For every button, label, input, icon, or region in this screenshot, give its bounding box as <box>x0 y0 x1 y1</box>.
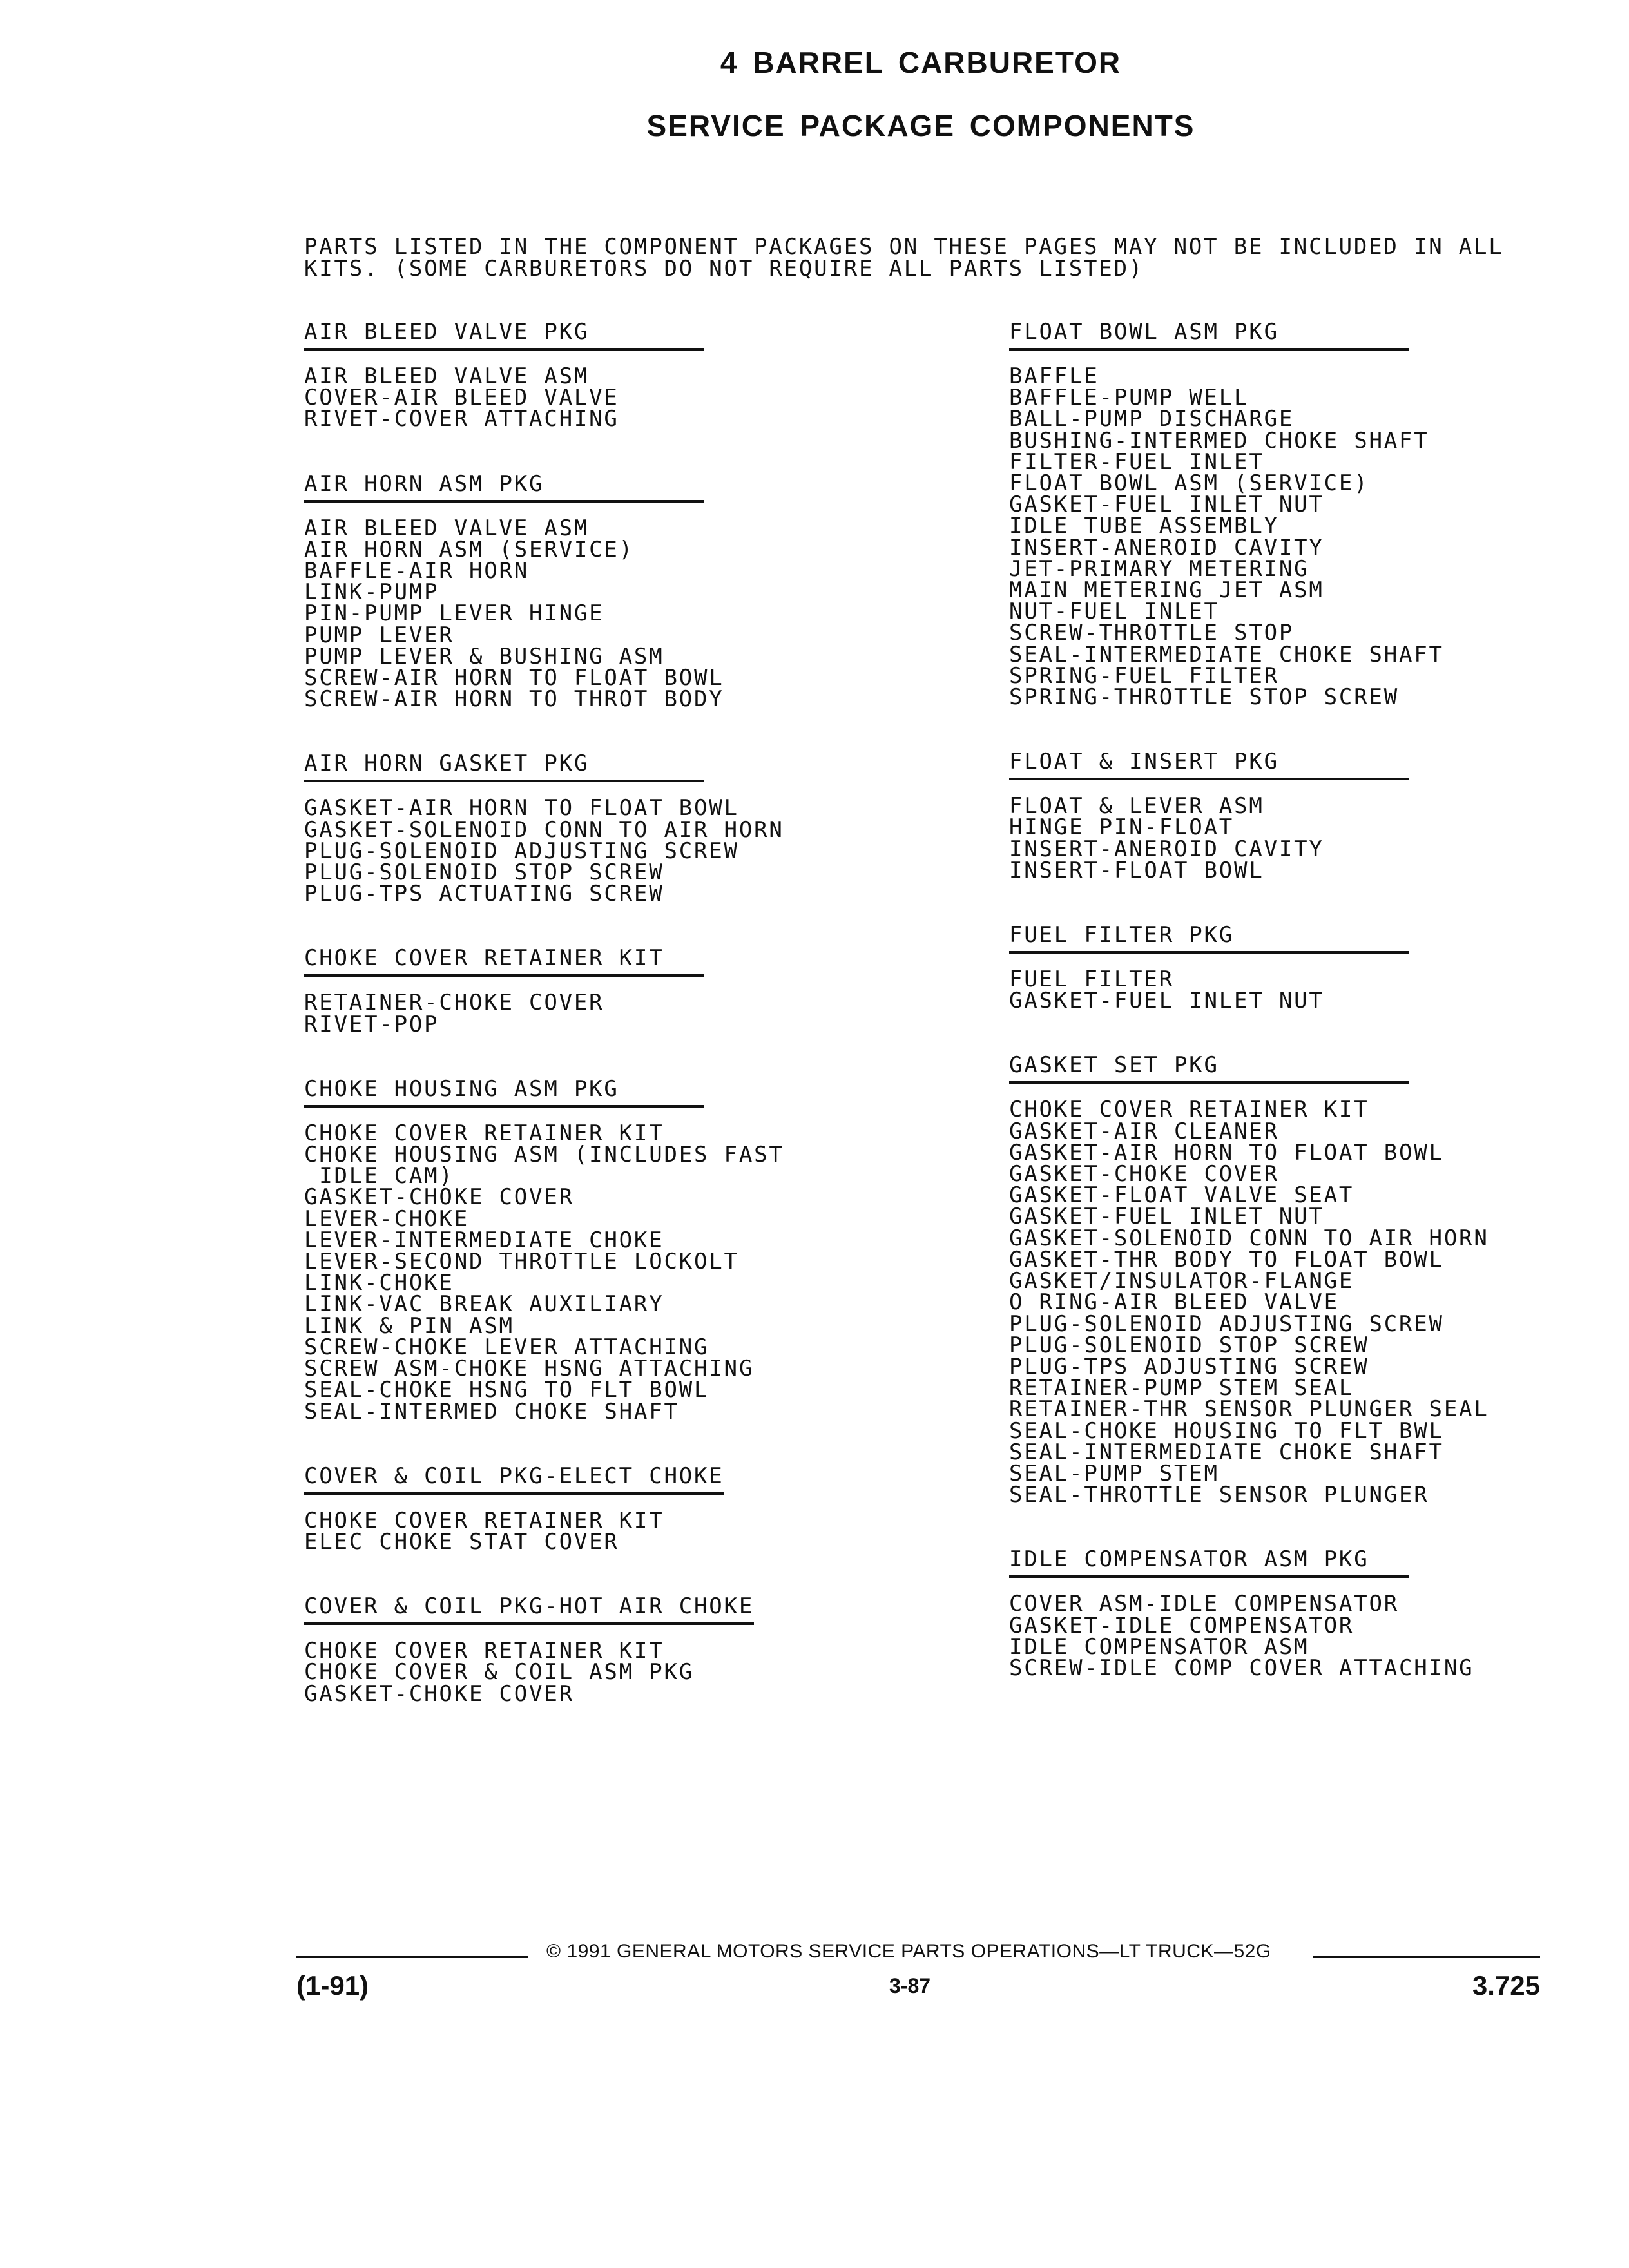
package-item: AIR HORN ASM (SERVICE) <box>304 536 634 562</box>
package-heading: GASKET SET PKG <box>1009 1054 1409 1084</box>
package-item: LINK-CHOKE <box>304 1270 454 1296</box>
package-item: LINK & PIN ASM <box>304 1312 514 1339</box>
package-item: PUMP LEVER <box>304 622 454 648</box>
package-item: AIR BLEED VALVE ASM <box>304 363 590 389</box>
package-section <box>304 321 884 430</box>
package-item: PLUG-SOLENOID ADJUSTING SCREW <box>1009 1311 1444 1337</box>
package-item: GASKET-CHOKE COVER <box>304 1680 574 1707</box>
package-item: RETAINER-PUMP STEM SEAL <box>1009 1375 1354 1401</box>
package-item: PLUG-SOLENOID STOP SCREW <box>304 860 664 886</box>
package-section <box>1009 1054 1589 1506</box>
package-item: INSERT-ANEROID CAVITY <box>1009 534 1324 561</box>
package-section <box>1009 751 1589 881</box>
package-heading: CHOKE COVER RETAINER KIT <box>304 947 704 977</box>
package-item: GASKET-SOLENOID CONN TO AIR HORN <box>1009 1225 1489 1251</box>
package-item: LINK-VAC BREAK AUXILIARY <box>304 1291 664 1318</box>
package-item: SCREW-AIR HORN TO FLOAT BOWL <box>304 665 724 691</box>
package-item: INSERT-FLOAT BOWL <box>1009 857 1264 883</box>
package-item: CHOKE COVER RETAINER KIT <box>304 1120 664 1146</box>
package-item: GASKET-AIR CLEANER <box>1009 1118 1279 1144</box>
package-item: SCREW-IDLE COMP COVER ATTACHING <box>1009 1655 1474 1681</box>
package-section <box>1009 1548 1589 1679</box>
package-item: RIVET-POP <box>304 1011 439 1037</box>
package-item-list <box>304 1640 884 1705</box>
package-item: GASKET-FUEL INLET NUT <box>1009 988 1324 1014</box>
package-item: IDLE CAM) <box>304 1163 454 1189</box>
package-item-list <box>1009 1099 1589 1506</box>
package-item-list <box>1009 966 1589 1014</box>
section-gap <box>304 710 884 753</box>
package-item: SEAL-PUMP STEM <box>1009 1460 1219 1486</box>
package-section <box>1009 924 1589 1012</box>
package-item: SPRING-FUEL FILTER <box>1009 662 1279 689</box>
package-heading: FLOAT BOWL ASM PKG <box>1009 321 1409 351</box>
package-item: GASKET-SOLENOID CONN TO AIR HORN <box>304 816 784 843</box>
package-item: HINGE PIN-FLOAT <box>1009 814 1235 841</box>
section-gap <box>304 1553 884 1595</box>
right-column <box>1009 321 1589 1679</box>
package-item: COVER-AIR BLEED VALVE <box>304 385 619 411</box>
package-item: MAIN METERING JET ASM <box>1009 577 1324 604</box>
package-section <box>304 470 884 713</box>
package-item: BAFFLE-PUMP WELL <box>1009 385 1249 411</box>
package-item: SEAL-INTERMEDIATE CHOKE SHAFT <box>1009 1439 1444 1465</box>
package-item: PLUG-SOLENOID STOP SCREW <box>1009 1332 1369 1358</box>
package-item: PLUG-TPS ACTUATING SCREW <box>304 881 664 907</box>
package-item-list <box>1009 793 1589 883</box>
package-section <box>1009 319 1589 711</box>
package-item: FLOAT & LEVER ASM <box>1009 793 1264 820</box>
package-item: FLOAT BOWL ASM (SERVICE) <box>1009 470 1369 497</box>
package-item: SEAL-THROTTLE SENSOR PLUNGER <box>1009 1482 1429 1508</box>
package-item: GASKET-CHOKE COVER <box>304 1184 574 1211</box>
package-item: LEVER-SECOND THROTTLE LOCKOLT <box>304 1249 739 1275</box>
package-item: LEVER-INTERMEDIATE CHOKE <box>304 1227 664 1253</box>
package-item: LEVER-CHOKE <box>304 1206 469 1232</box>
package-item: IDLE COMPENSATOR ASM <box>1009 1633 1309 1660</box>
package-item: ELEC CHOKE STAT COVER <box>304 1528 619 1555</box>
package-item: GASKET-CHOKE COVER <box>1009 1161 1279 1187</box>
package-item: CHOKE COVER RETAINER KIT <box>304 1638 664 1664</box>
package-item: FILTER-FUEL INLET <box>1009 448 1264 475</box>
package-section <box>304 1465 884 1553</box>
package-heading: AIR HORN GASKET PKG <box>304 753 704 782</box>
package-item: PUMP LEVER & BUSHING ASM <box>304 643 664 669</box>
package-section <box>304 753 884 905</box>
footer-copyright: © 1991 GENERAL MOTORS SERVICE PARTS OPERATIONS—LT TRUCK—52G <box>546 1941 1271 1962</box>
package-item: FUEL FILTER <box>1009 966 1174 993</box>
package-item: GASKET-AIR HORN TO FLOAT BOWL <box>304 795 739 822</box>
package-heading: FUEL FILTER PKG <box>1009 924 1409 954</box>
package-item: SEAL-CHOKE HSNG TO FLT BOWL <box>304 1377 709 1403</box>
footer-rule-right <box>1313 1956 1540 1958</box>
package-item: GASKET-FLOAT VALVE SEAT <box>1009 1182 1354 1209</box>
package-item: PLUG-TPS ADJUSTING SCREW <box>1009 1353 1369 1379</box>
package-item: INSERT-ANEROID CAVITY <box>1009 836 1324 862</box>
package-item: GASKET-AIR HORN TO FLOAT BOWL <box>1009 1139 1444 1166</box>
package-item: IDLE TUBE ASSEMBLY <box>1009 513 1279 539</box>
package-heading: AIR HORN ASM PKG <box>304 473 704 503</box>
footer-section-number: 3.725 <box>1472 1970 1540 2001</box>
package-item: GASKET-IDLE COMPENSATOR <box>1009 1612 1354 1639</box>
package-item: CHOKE HOUSING ASM (INCLUDES FAST <box>304 1142 784 1168</box>
package-section <box>304 1595 884 1705</box>
package-item: SCREW-AIR HORN TO THROT BODY <box>304 686 724 713</box>
package-item: RETAINER-THR SENSOR PLUNGER SEAL <box>1009 1396 1489 1423</box>
section-gap <box>304 905 884 947</box>
package-item-list <box>1009 1593 1589 1679</box>
section-gap <box>1009 1506 1589 1548</box>
package-item-list <box>304 515 884 713</box>
package-item: GASKET/INSULATOR-FLANGE <box>1009 1268 1354 1294</box>
package-item: SPRING-THROTTLE STOP SCREW <box>1009 684 1400 711</box>
package-section <box>304 1075 884 1425</box>
section-gap <box>1009 708 1589 751</box>
package-item: BAFFLE-AIR HORN <box>304 558 530 584</box>
package-heading: FLOAT & INSERT PKG <box>1009 751 1409 780</box>
page-subtitle: SERVICE PACKAGE COMPONENTS <box>646 109 1195 142</box>
section-gap <box>1009 881 1589 924</box>
package-item: JET-PRIMARY METERING <box>1009 555 1309 582</box>
package-heading: IDLE COMPENSATOR ASM PKG <box>1009 1548 1409 1578</box>
footer-rule-left <box>296 1956 528 1958</box>
section-gap <box>1009 1012 1589 1054</box>
package-item: SEAL-INTERMEDIATE CHOKE SHAFT <box>1009 641 1444 668</box>
footer-date: (1-91) <box>296 1970 369 2001</box>
package-item: GASKET-FUEL INLET NUT <box>1009 492 1324 518</box>
package-item: SCREW-CHOKE LEVER ATTACHING <box>304 1334 709 1360</box>
package-item: BUSHING-INTERMED CHOKE SHAFT <box>1009 427 1429 454</box>
section-gap <box>304 1423 884 1465</box>
page-title: 4 BARREL CARBURETOR <box>720 46 1122 79</box>
left-column <box>304 321 884 1705</box>
package-item-list <box>304 992 884 1035</box>
package-item: COVER ASM-IDLE COMPENSATOR <box>1009 1591 1400 1617</box>
package-item-list <box>1009 363 1589 711</box>
section-gap <box>304 430 884 473</box>
intro-text: PARTS LISTED IN THE COMPONENT PACKAGES ON THESE PAGES MAY NOT BE INCLUDED IN ALL KITS. (SOME CARBURETORS DO NOT REQUIRE ALL PARTS LISTED) <box>304 234 1504 282</box>
package-item: NUT-FUEL INLET <box>1009 599 1219 625</box>
package-item: GASKET-FUEL INLET NUT <box>1009 1204 1324 1230</box>
page-footer <box>296 1941 1540 2001</box>
package-item: O RING-AIR BLEED VALVE <box>1009 1289 1339 1316</box>
section-gap <box>304 1035 884 1078</box>
package-item: CHOKE COVER RETAINER KIT <box>304 1507 664 1533</box>
package-item: CHOKE COVER RETAINER KIT <box>1009 1097 1369 1123</box>
package-heading: COVER & COIL PKG-HOT AIR CHOKE <box>304 1595 754 1625</box>
package-heading: CHOKE HOUSING ASM PKG <box>304 1078 704 1108</box>
package-item: AIR BLEED VALVE ASM <box>304 515 590 541</box>
package-item: RIVET-COVER ATTACHING <box>304 406 619 432</box>
package-heading: AIR BLEED VALVE PKG <box>304 321 704 351</box>
package-section <box>304 947 884 1035</box>
package-item: LINK-PUMP <box>304 579 439 606</box>
package-item: BALL-PUMP DISCHARGE <box>1009 406 1295 432</box>
package-item-list <box>304 795 884 907</box>
package-heading: COVER & COIL PKG-ELECT CHOKE <box>304 1465 724 1495</box>
package-item: SEAL-CHOKE HOUSING TO FLT BWL <box>1009 1418 1444 1444</box>
package-item: SEAL-INTERMED CHOKE SHAFT <box>304 1398 679 1425</box>
package-item: PLUG-SOLENOID ADJUSTING SCREW <box>304 838 739 864</box>
package-item: SCREW-THROTTLE STOP <box>1009 620 1295 646</box>
package-item-list <box>304 1507 884 1555</box>
package-item: RETAINER-CHOKE COVER <box>304 990 604 1016</box>
package-item: SCREW ASM-CHOKE HSNG ATTACHING <box>304 1356 755 1382</box>
package-item-list <box>304 1120 884 1425</box>
package-item-list <box>304 363 884 432</box>
package-item: PIN-PUMP LEVER HINGE <box>304 601 604 627</box>
footer-page-number: 3-87 <box>889 1974 931 1997</box>
package-item: CHOKE COVER & COIL ASM PKG <box>304 1659 695 1686</box>
package-item: BAFFLE <box>1009 363 1099 389</box>
package-item: GASKET-THR BODY TO FLOAT BOWL <box>1009 1246 1444 1273</box>
